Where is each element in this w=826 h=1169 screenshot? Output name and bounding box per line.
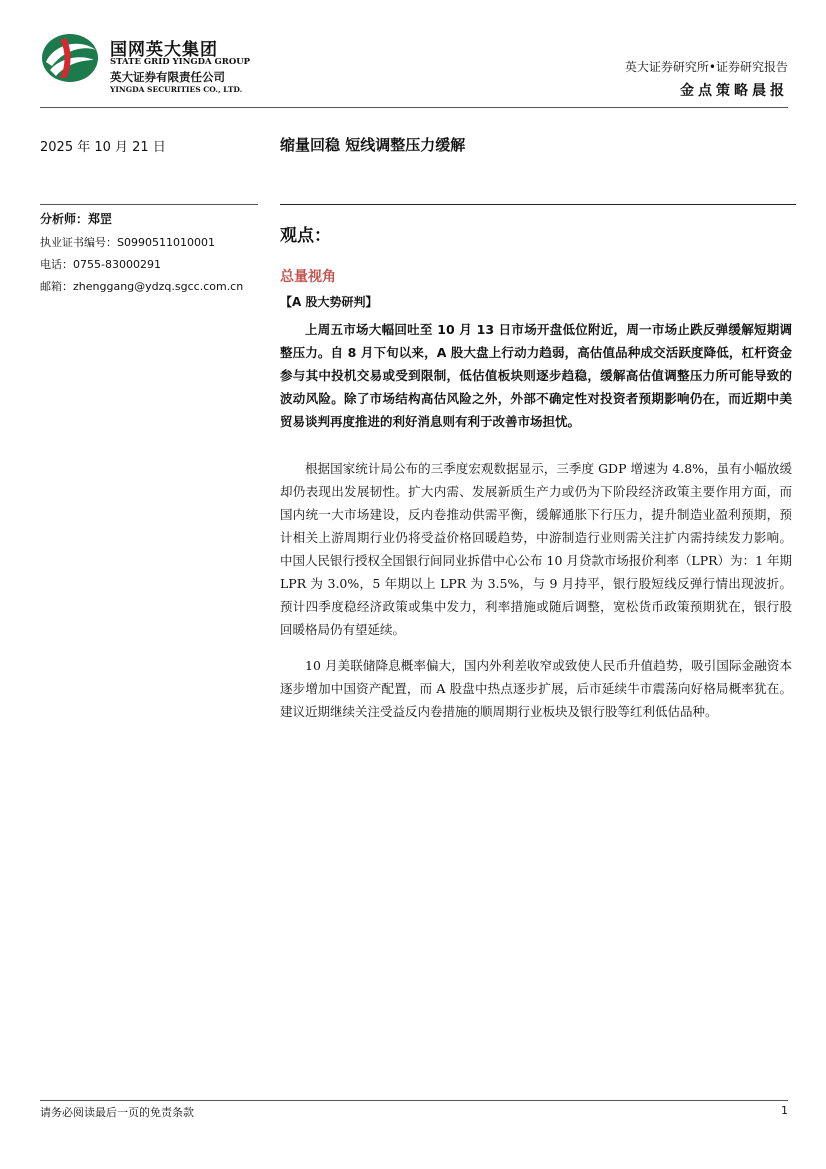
analyst-phone: 电话：0755-83000291 [40,258,161,271]
header-divider [40,107,788,108]
logo-company-name-en: YINGDA SECURITIES CO., LTD. [110,85,243,94]
report-title: 缩量回稳 短线调整压力缓解 [280,136,466,154]
paragraph-macro-data: 根据国家统计局公布的三季度宏观数据显示，三季度 GDP 增速为 4.8%，虽有小幅放缓却仍表现出发展韧性。扩大内需、发展新质生产力或仍为下阶段经济政策主要作用方面，而国内统一大市场建设，反内卷推动供需平衡，缓解通胀下行压力，提升制造业盈利预期，预计相关上游周期行业仍将受益价格回暖趋势，中游制造行业则需关注扩内需持续发力影响。中国人民银行授权全国银行间同业拆借中心公布 10 月贷款市场报价利率（LPR）为：1 年期 LPR 为 3.0%，5 年期以上 LPR 为 3.5%，与 9 月持平，银行股短线反弹行情出现波折。预计四季度稳经济政策或集中发力，利率措施或随后调整，宽松货币政策预期犹在，银行股回暖格局仍有望延续。 [280,461,792,637]
views-heading: 观点： [280,226,331,246]
institute-label: 英大证券研究所•证券研究报告 [624,60,788,74]
footer-divider [40,1100,788,1101]
analyst-email: 邮箱：zhenggang@ydzq.sgcc.com.cn [40,280,244,293]
body-divider [280,204,796,205]
footer-disclaimer: 请务必阅读最后一页的免责条款 [40,1106,194,1119]
analyst-divider [40,204,258,205]
report-series-title: 金点策略晨报 [680,83,788,99]
paragraph-market-summary: 上周五市场大幅回吐至 10 月 13 日市场开盘低位附近，周一市场止跌反弹缓解短期调整压力。自 8 月下旬以来，A 股大盘上行动力趋弱，高估值品种成交活跃度降低，杠杆资金参与其中投机交易或受到限制，低估值板块则逐步趋稳，缓解高估值调整压力所可能导致的波动风险。除了市场结构高估风险之外，外部不确定性对投资者预期影响仍在，而近期中美贸易谈判再度推进的利好消息则有利于改善市场担忧。 [280,322,792,429]
analyst-cert-number: 执业证书编号：S0990511010001 [40,236,215,249]
page-number: 1 [781,1104,788,1117]
company-logo-icon [40,32,100,84]
section-heading: 总量视角 [280,269,336,285]
analyst-name: 分析师：郑罡 [40,212,113,226]
logo-group-name: 国网英大集团 [110,40,218,60]
paragraph-outlook: 10 月美联储降息概率偏大，国内外利差收窄或致使人民币升值趋势，吸引国际金融资本逐步增加中国资产配置，而 A 股盘中热点逐步扩展，后市延续牛市震荡向好格局概率犹在。建议近期继续关注受益反内卷措施的顺周期行业板块及银行股等红利低估品种。 [280,658,792,719]
report-date: 2025 年 10 月 21 日 [40,140,166,155]
logo-company-name: 英大证券有限责任公司 [110,70,225,84]
logo-group-name-en: STATE GRID YINGDA GROUP [110,57,251,67]
sub-heading: 【A 股大势研判】 [280,295,378,309]
